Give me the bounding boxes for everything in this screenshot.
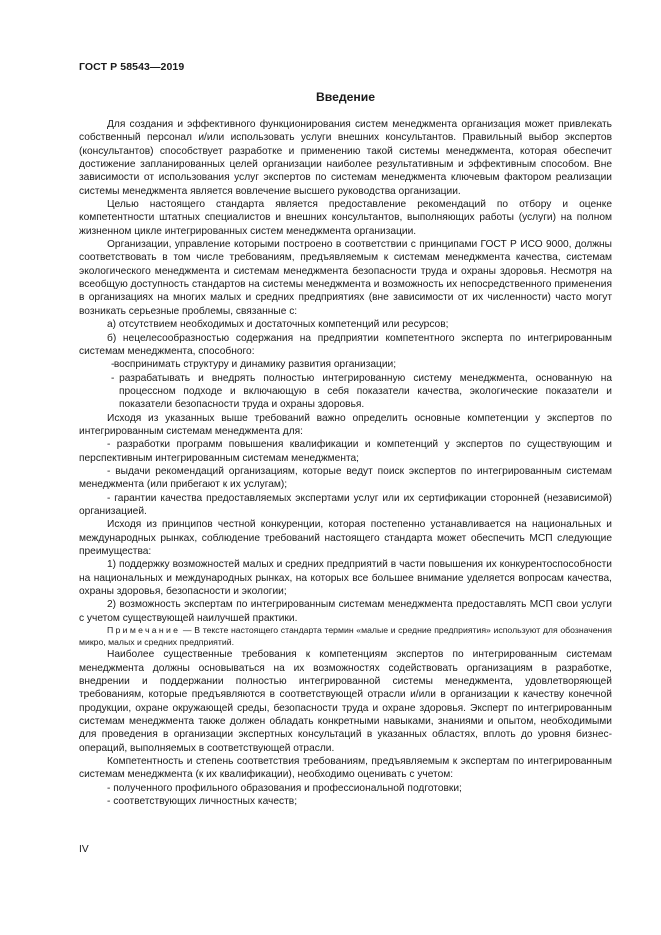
list-item: - полученного профильного образования и профессиональной подготовки; (107, 782, 462, 794)
paragraph: Организации, управление которыми построено в соответствии с принципами ГОСТ Р ИСО 9000, должны соответствовать в том числе требованиям, предъявляемым к системам менеджмента качества, системам экологического менеджмента и системам менеджмента безопасности труда и охраны здоровья. Несмотря на всеобщую доступность стандартов на системы менеджмента и возможность их непосредственного применения в организациях на многих малых и средних предприятиях (вне зависимости от их численности) часто могут возникать серьезные проблемы, связанные с: (79, 239, 612, 317)
note-label: Примечание (107, 625, 181, 636)
paragraph: Компетентность и степень соответствия требованиям, предъявляемым к экспертам по интегрированным системам менеджмента (к их квалификации), необходимо оценивать с учетом: (79, 756, 612, 781)
paragraph: Исходя из принципов честной конкуренции, которая постепенно устанавливается на национальных и международных рынках, соблюдение требований настоящего стандарта может обеспечить МСП следующие преимущества: (79, 519, 612, 557)
paragraph: Наиболее существенные требования к компетенциям экспертов по интегрированным системам менеджмента должны основываться на их возможностях содействовать организациям в разработке, внедрении и поддержании полностью интегрированной системы менеджмента, удовлетворяющей требованиям, которые предъявляются в соответствующей отрасли и/или в организации к качеству конечной продукции, охране окружающей среды, безопасности труда и охране здоровья. Эксперт по интегрированным системам менеджмента также должен обладать конкретными навыками, знаниями и опытом, необходимыми для проведения в организации экспертных консультаций в указанных областях, вплоть до уровня бизнес-операций, выполняемых в соответствующей отрасли. (79, 649, 612, 754)
list-item: - соответствующих личностных качеств; (107, 796, 298, 808)
paragraph: Целью настоящего стандарта является предоставление рекомендаций по отбору и оценке компетентности штатных специалистов и внешних консультантов, выполняющих работы (услуги) на полном жизненном цикле интегрированных систем менеджмента организации. (79, 199, 612, 237)
document-code: ГОСТ Р 58543—2019 (79, 61, 185, 73)
list-item: 2) возможность экспертам по интегрированным системам менеджмента предоставлять МСП свои услуги с учетом существующей наилучшей практики. (79, 599, 612, 624)
sub-list-item-text: разрабатывать и внедрять полностью интегрированную систему менеджмента, основанную на процессном подходе и включающую в себя показатели качества, экологические показатели и показатели безопасности труда и охраны здоровья. (119, 372, 612, 411)
list-item: - гарантии качества предоставляемых экспертами услуг или их сертификации сторонней (независимой) организацией. (79, 492, 612, 517)
list-item: - разработки программ повышения квалификации и компетенций у экспертов по существующим и перспективным интегрированным системам менеджмента; (79, 439, 612, 464)
note (79, 625, 612, 648)
list-item: 1) поддержку возможностей малых и средних предприятий в части повышения их конкурентоспособности на национальных и международных рынках, на которых все большее внимание уделяется вопросам качества, охраны здоровья, безопасности и экологии; (79, 559, 612, 598)
paragraph: Исходя из указанных выше требований важно определить основные компетенции у экспертов по интегрированным системам менеджмента для: (79, 412, 612, 437)
sub-list-item: - разрабатывать и внедрять полностью интегрированную систему менеджмента, основанную на процессном подходе и включающую в себя показатели качества, экологические показатели и показатели безопасности труда и охраны здоровья. (111, 372, 612, 411)
paragraph: Для создания и эффективного функционирования систем менеджмента организация может привлекать собственный персонал и/или использовать услуги внешних консультантов. Правильный выбор экспертов (консультантов) способствует разработке и применению такой системы менеджмента, которая обеспечит достижение запланированных целей организации наиболее результативным и эффективным способом. Вне зависимости от использования услуг экспертов по системам менеджмента ключевым фактором реализации системы менеджмента является вовлечение высшего руководства организации. (79, 119, 612, 197)
document-body (79, 118, 612, 808)
list-item: а) отсутствием необходимых и достаточных компетенций или ресурсов; (107, 319, 449, 331)
sub-list-item: - воспринимать структуру и динамику развития организации; (111, 359, 397, 371)
list-item: - выдачи рекомендаций организациям, которые ведут поиск экспертов по интегрированным системам менеджмента (или прибегают к их услугам); (79, 465, 612, 491)
page-number: IV (79, 844, 89, 855)
list-item: б) нецелесообразностью содержания на предприятии компетентного эксперта по интегрированным системам менеджмента, способного: (79, 332, 612, 357)
section-title: Введение (315, 90, 376, 104)
sub-list-item-text: воспринимать структуру и динамику развития организации; (113, 359, 397, 371)
note-text: — В тексте настоящего стандарта термин «малые и средние предприятия» используют для обозначения микро, малых и средних предприятий. (79, 625, 612, 647)
